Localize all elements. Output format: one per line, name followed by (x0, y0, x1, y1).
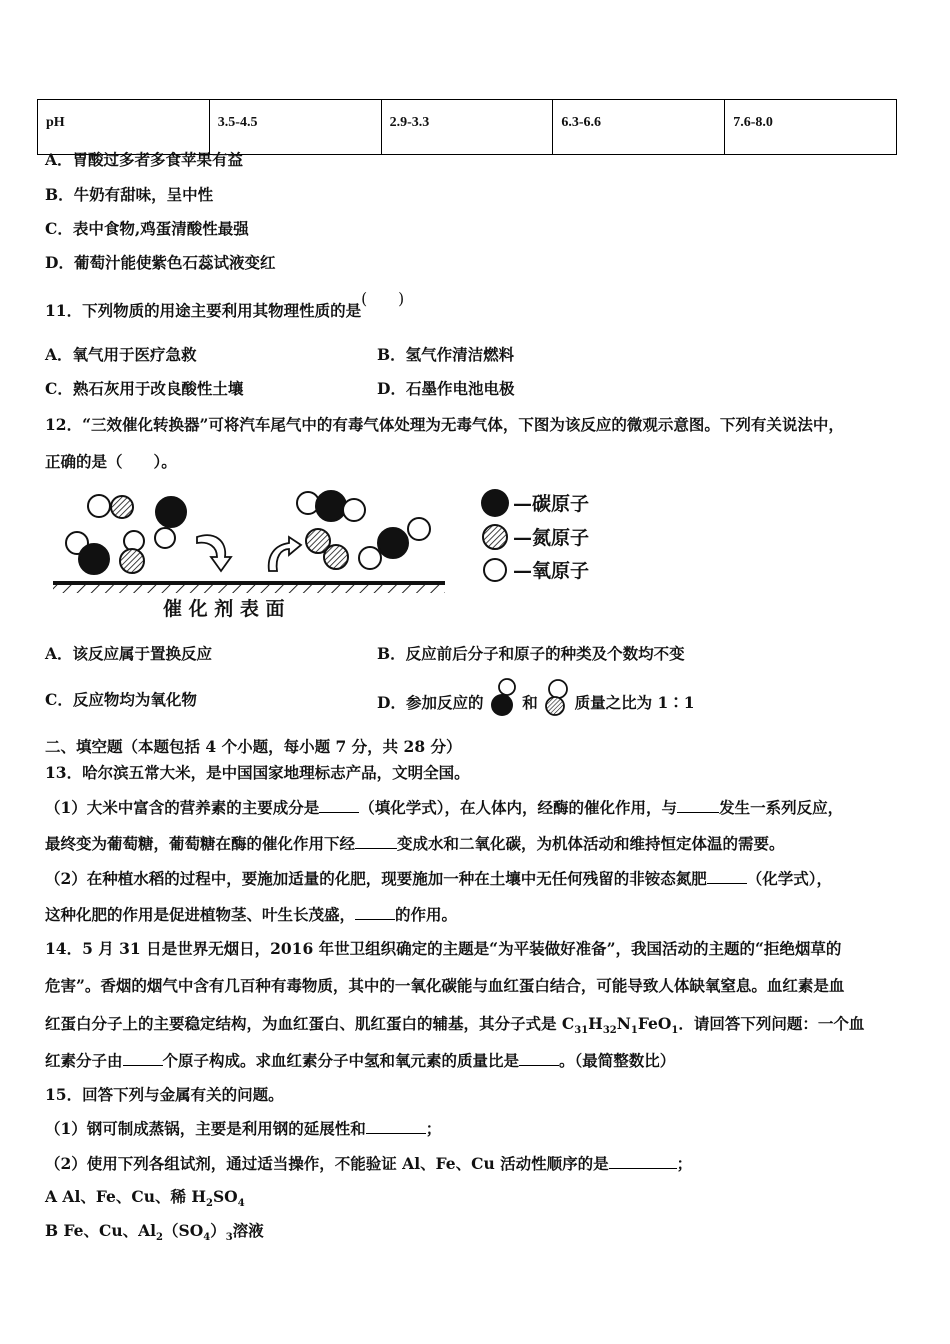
q13-blank-2[interactable] (677, 797, 719, 813)
q15-opt-a-sub1: 2 (206, 1198, 213, 1210)
q15-opt-a-sub2: 4 (237, 1198, 245, 1210)
q14-n: N (616, 1014, 631, 1033)
q12-stem-line2: 正确的是（ ）。 (45, 452, 177, 471)
q14-line4 (45, 1050, 675, 1071)
ph-cell-header: pH (38, 100, 210, 155)
arrow-down-icon (197, 535, 231, 571)
q15-stem: 15．回答下列与金属有关的问题。 (45, 1085, 284, 1104)
ph-cell-4: 7.6-8.0 (725, 100, 897, 155)
q11-option-d: D．石墨作电池电极 (377, 379, 515, 398)
q15-opt-b-sub1: 2 (156, 1232, 164, 1244)
ph-cell-2: 2.9-3.3 (381, 100, 553, 155)
reactant-molecule-no (120, 531, 144, 573)
q15-blank-2[interactable] (609, 1153, 677, 1169)
q13-part2-line2 (45, 904, 457, 925)
q15-opt-a-pre: A Al、Fe、Cu、稀 H (45, 1187, 207, 1206)
q15-opt-b-sub2: 4 (203, 1232, 211, 1244)
q13-p2-b: （化学式）， (746, 869, 833, 888)
q12-option-c: C．反应物均为氧化物 (45, 690, 197, 709)
legend-nitrogen-label: —氮原子 (513, 527, 590, 549)
q12-option-d (377, 690, 695, 718)
q14-line3 (45, 1014, 864, 1041)
q13-part1-line1 (45, 797, 843, 818)
q14-line1: 14．5 月 31 日是世界无烟日，2016 年世卫组织确定的主题是“为平装做好准备”，我国活动的主题的“拒绝烟草的 (45, 939, 842, 958)
ph-cell-1: 3.5-4.5 (209, 100, 381, 155)
q13-intro: 13．哈尔滨五常大米，是中国国家地理标志产品，文明全国。 (45, 763, 470, 782)
q11-stem (45, 290, 405, 321)
q15-opt-a-mid: SO (212, 1187, 238, 1206)
q12-option-b: B．反应前后分子和原子的种类及个数均不变 (377, 644, 685, 663)
q15-part1 (45, 1118, 441, 1139)
q13-blank-4[interactable] (707, 868, 747, 884)
q12-option-d-pre: D．参加反应的 (377, 693, 484, 712)
reactant-molecule-co-top (88, 495, 133, 518)
q14-line3-a: 红蛋白分子上的主要稳定结构，为血红蛋白、肌红蛋白的辅基，其分子式是 C (45, 1014, 575, 1033)
q14-line4-b: 个原子构成。求血红素分子中氢和氧元素的质量比是 (162, 1051, 520, 1070)
q12-option-a: A．该反应属于置换反应 (45, 644, 213, 663)
legend-carbon-label: —碳原子 (513, 493, 590, 515)
q14-sub-n: 1 (630, 1025, 638, 1037)
q15-blank-1[interactable] (366, 1118, 426, 1134)
q14-line4-a: 红素分子由 (45, 1051, 123, 1070)
q13-p1-c: 发生一系列反应， (719, 798, 844, 817)
q15-p2-a: （2）使用下列各组试剂，通过适当操作，不能验证 Al、Fe、Cu 活动性顺序的是 (45, 1154, 609, 1173)
q11-option-c: C．熟石灰用于改良酸性土壤 (45, 379, 244, 398)
ph-table-row (38, 100, 897, 155)
q13-blank-5[interactable] (355, 904, 395, 920)
q13-blank-3[interactable] (355, 833, 397, 849)
catalyst-surface-hatch (53, 585, 445, 593)
q14-sub-c: 31 (574, 1025, 589, 1037)
q10-option-c: C．表中食物,鸡蛋清酸性最强 (45, 219, 249, 238)
q15-opt-b-close: ） (210, 1221, 226, 1240)
q15-p1-a: （1）钢可制成蒸锅，主要是利用钢的延展性和 (45, 1119, 366, 1138)
legend-oxygen-label: —氧原子 (513, 560, 590, 582)
q14-blank-1[interactable] (123, 1050, 163, 1066)
q13-part1-line2 (45, 833, 785, 854)
catalyst-surface-line (53, 581, 445, 585)
q13-p1-b: （填化学式），在人体内，经酶的催化作用，与 (359, 798, 678, 817)
q12-option-d-post: 质量之比为 1∶1 (574, 693, 695, 712)
q12-stem-line1: 12．“三效催化转换器”可将汽车尾气中的有毒气体处理为无毒气体，下图为该反应的微观示意图。下列有关说法中， (45, 415, 844, 434)
q14-h: H (588, 1014, 603, 1033)
q11-option-b: B．氢气作清洁燃料 (377, 345, 515, 364)
oxygen-atom-lone (155, 528, 175, 548)
q15-p2-b: ； (676, 1154, 693, 1173)
product-molecule-n2 (306, 529, 348, 569)
q14-line2: 危害”。香烟的烟气中含有几百种有毒物质，其中的一氧化碳能与血红蛋白结合，可能导致人体缺氧窒息。血红素是血 (45, 976, 845, 995)
q13-part2-line1 (45, 868, 832, 889)
atom-legend (478, 483, 648, 588)
product-molecule-co2-right (359, 518, 430, 569)
legend-carbon-icon (481, 489, 509, 517)
catalyst-surface-label: 催 化 剂 表 面 (163, 598, 285, 620)
arrow-up-icon (269, 537, 301, 571)
q15-opt-b-post: 溶液 (232, 1221, 264, 1240)
q14-blank-2[interactable] (519, 1050, 559, 1066)
q10-option-a: A．胃酸过多者多食苹果有益 (45, 150, 244, 169)
q10-option-b: B．牛奶有甜味，呈中性 (45, 185, 214, 204)
legend-nitrogen-icon (483, 525, 507, 549)
q11-stem-text: 11．下列物质的用途主要利用其物理性质的是 (45, 301, 362, 320)
q15-opt-b-mid: （SO (163, 1221, 204, 1240)
q14-line4-c: 。（最简整数比） (559, 1051, 676, 1070)
q11-option-a: A．氧气用于医疗急救 (45, 345, 197, 364)
q15-p1-b: ； (425, 1119, 442, 1138)
q14-feo: FeO (637, 1014, 672, 1033)
carbon-atom-lone (156, 497, 186, 527)
q14-sub-h: 32 (602, 1025, 617, 1037)
q15-option-b (45, 1221, 264, 1248)
ph-table (37, 99, 897, 155)
q13-p1-d: 最终变为葡萄糖，葡萄糖在酶的催化作用下经 (45, 834, 356, 853)
q10-option-d: D．葡萄汁能使紫色石蕊试液变红 (45, 253, 276, 272)
reaction-diagram (45, 483, 465, 625)
q13-p1-e: 变成水和二氧化碳，为机体活动和维持恒定体温的需要。 (397, 834, 785, 853)
q14-sub-o: 1 (671, 1025, 679, 1037)
section2-title: 二、填空题（本题包括 4 个小题，每小题 7 分，共 28 分） (45, 737, 462, 756)
product-molecule-co2 (297, 491, 365, 521)
q11-paren: ( ) (361, 290, 405, 308)
q15-part2 (45, 1153, 692, 1174)
q15-opt-b-pre: B Fe、Cu、Al (45, 1221, 157, 1240)
no-molecule-icon (543, 678, 569, 718)
co-molecule-icon (489, 678, 517, 718)
q13-blank-1[interactable] (319, 797, 359, 813)
q13-p2-c: 这种化肥的作用是促进植物茎、叶生长茂盛， (45, 905, 356, 924)
q12-option-d-mid: 和 (522, 693, 538, 712)
q13-p2-a: （2）在种植水稻的过程中，要施加适量的化肥，现要施加一种在土壤中无任何残留的非铵态氮肥 (45, 869, 707, 888)
reactant-molecule-co-left (66, 532, 109, 574)
legend-oxygen-icon (484, 559, 506, 581)
q13-p1-a: （1）大米中富含的营养素的主要成分是 (45, 798, 320, 817)
ph-cell-3: 6.3-6.6 (553, 100, 725, 155)
q15-option-a (45, 1187, 245, 1214)
q13-p2-d: 的作用。 (395, 905, 458, 924)
q14-line3-b: ．请回答下列问题：一个血 (678, 1014, 865, 1033)
q15-opt-b-sub3: 3 (225, 1232, 233, 1244)
